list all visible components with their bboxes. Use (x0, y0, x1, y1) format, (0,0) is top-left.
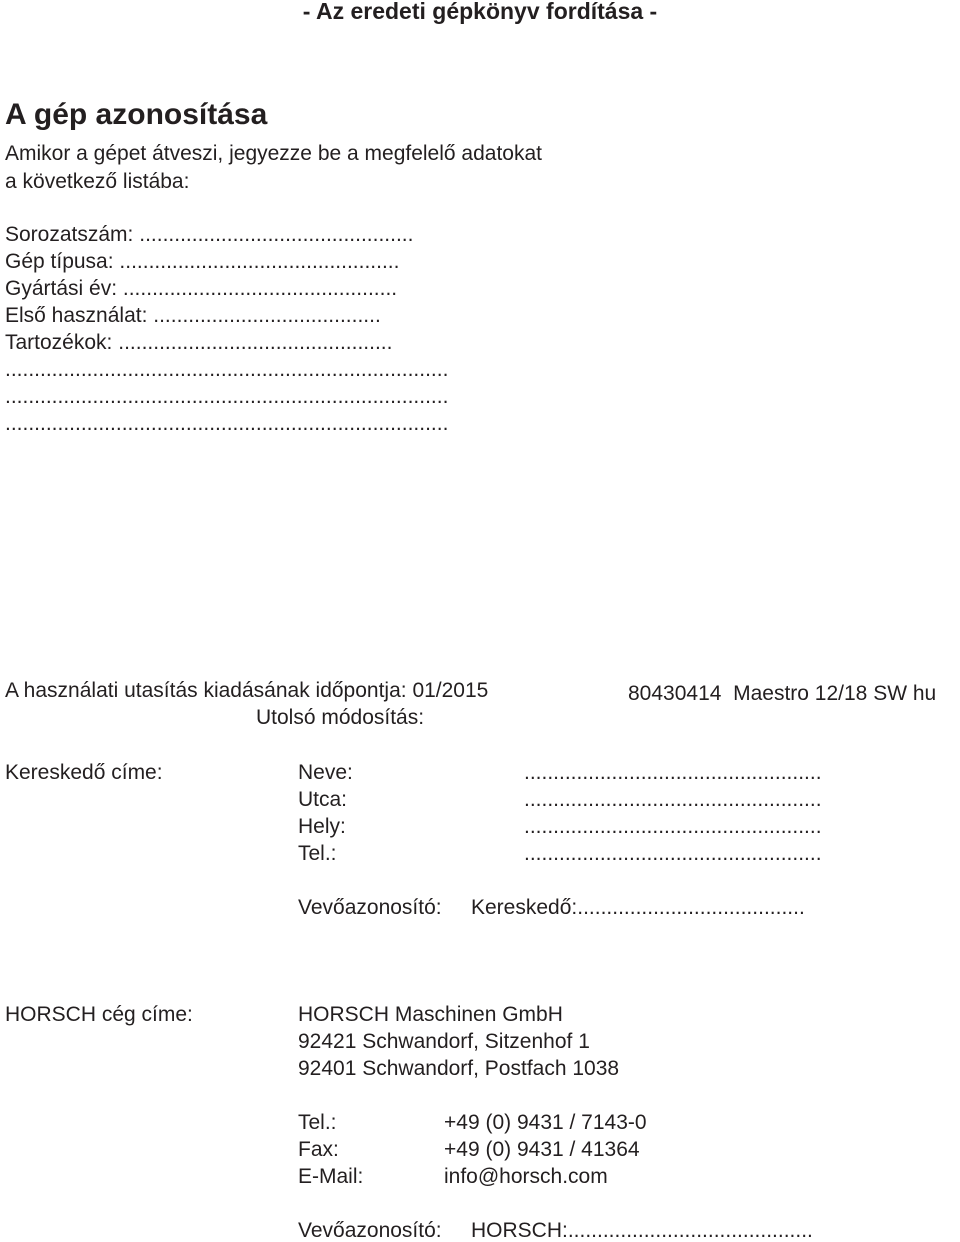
field-label: Gyártási év: (5, 277, 118, 300)
field-first-use (5, 305, 381, 326)
horsch-fax-label: Fax: (298, 1138, 339, 1161)
field-dots: ............................................... (139, 223, 414, 246)
horsch-section-label: HORSCH cég címe: (5, 1003, 193, 1026)
document-header: - Az eredeti gépkönyv fordítása - (302, 0, 658, 24)
dealer-customer-id-label: Vevőazonosító: (298, 896, 442, 919)
accessories-dot-line-2: ............................................................................ (5, 385, 449, 408)
horsch-email-value: info@horsch.com (444, 1165, 608, 1188)
dealer-place-dots: ................................................... (524, 815, 822, 838)
dealer-name-dots: ................................................... (524, 761, 822, 784)
field-dots: ....................................... (153, 304, 381, 327)
field-label: Gép típusa: (5, 250, 114, 273)
field-machine-type (5, 251, 399, 272)
dealer-customer-id-sub: Kereskedő: (471, 896, 578, 919)
dealer-phone-dots: ................................................... (524, 842, 822, 865)
doc-code: 80430414 (628, 682, 722, 705)
horsch-email-label: E-Mail: (298, 1165, 364, 1188)
horsch-address-line-1: HORSCH Maschinen GmbH (298, 1003, 563, 1026)
doc-identifier (628, 683, 936, 704)
field-label: Sorozatszám: (5, 223, 134, 246)
accessories-dot-line-1: ............................................................................ (5, 358, 449, 381)
dealer-name-label: Neve: (298, 761, 353, 784)
field-accessories (5, 332, 392, 353)
dealer-customer-id-dots: ....................................... (577, 896, 805, 919)
field-label: Tartozékok: (5, 331, 113, 354)
horsch-customer-id-dots: .......................................... (567, 1219, 813, 1242)
dealer-street-dots: ................................................... (524, 788, 822, 811)
doc-name: Maestro 12/18 SW hu (733, 682, 937, 705)
horsch-customer-id-label: Vevőazonosító: (298, 1219, 442, 1242)
dealer-street-label: Utca: (298, 788, 348, 811)
horsch-phone-label: Tel.: (298, 1111, 337, 1134)
dealer-phone-label: Tel.: (298, 842, 337, 865)
dealer-place-label: Hely: (298, 815, 346, 838)
horsch-address-line-2: 92421 Schwandorf, Sitzenhof 1 (298, 1030, 590, 1053)
horsch-fax-value: +49 (0) 9431 / 41364 (444, 1138, 640, 1161)
field-label: Első használat: (5, 304, 148, 327)
intro-line-2: a következő listába: (5, 170, 190, 193)
horsch-phone-value: +49 (0) 9431 / 7143-0 (444, 1111, 647, 1134)
dealer-section-label: Kereskedő címe: (5, 761, 163, 784)
accessories-dot-line-3: ............................................................................ (5, 412, 449, 435)
horsch-customer-id-sub: HORSCH: (471, 1219, 568, 1242)
last-modified-label: Utolsó módosítás: (256, 706, 425, 729)
field-dots: ............................................... (122, 277, 398, 300)
horsch-address-line-3: 92401 Schwandorf, Postfach 1038 (298, 1057, 620, 1080)
page-title: A gép azonosítása (5, 98, 268, 131)
field-dots: ................................................ (119, 250, 400, 273)
field-year-of-manufacture (5, 278, 397, 299)
field-dots: ............................................... (118, 331, 393, 354)
edition-date: A használati utasítás kiadásának időpontja: 01/2015 (5, 679, 489, 702)
intro-line-1: Amikor a gépet átveszi, jegyezze be a megfelelő adatokat (5, 142, 542, 165)
horsch-customer-id (471, 1220, 813, 1241)
dealer-customer-id (471, 897, 805, 918)
field-serial-number (5, 224, 413, 245)
